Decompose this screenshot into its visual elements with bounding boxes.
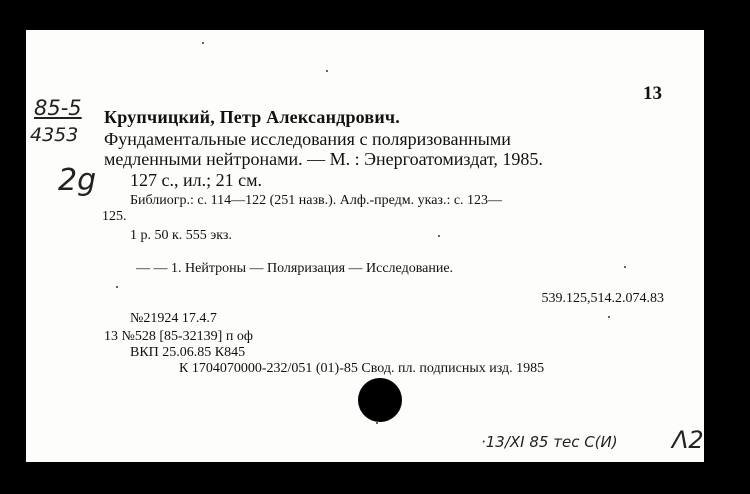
paper-speck [116, 286, 118, 288]
udc-classification: 539.125,514.2.074.83 [541, 291, 664, 306]
handwritten-shelf-mark: 85-5 [34, 96, 82, 120]
handwritten-bottom-note: ·13/XI 85 тес С(И) [481, 433, 618, 451]
title-line-2: медленными нейтронами. — М. : Энергоатомиздат, 1985. [104, 149, 543, 169]
registration-number: №21924 17.4.7 [130, 311, 217, 326]
title-line-1: Фундаментальные исследования с поляризованными [104, 129, 511, 149]
paper-speck [608, 316, 610, 318]
paper-speck [202, 42, 204, 44]
order-line: 13 №528 [85-32139] п оф [104, 329, 253, 344]
paper-speck [438, 235, 440, 237]
vkp-line: ВКП 25.06.85 К845 [130, 345, 246, 360]
card-number: 13 [643, 83, 662, 104]
paper-speck [326, 70, 328, 72]
paper-speck [376, 422, 378, 424]
subject-headings: — — 1. Нейтроны — Поляризация — Исследование. [136, 261, 454, 276]
publisher-code-line: К 1704070000-232/051 (01)-85 Свод. пл. подписных изд. 1985 [179, 361, 545, 376]
paper-speck [624, 266, 626, 268]
handwritten-copies-mark: 2g [58, 163, 97, 198]
card-punch-hole [358, 378, 402, 422]
handwritten-corner-mark: Λ2 [672, 426, 704, 454]
physical-description: 127 с., ил.; 21 см. [130, 170, 262, 190]
bibliography-note: Библиогр.: с. 114—122 (251 назв.). Алф.-предм. указ.: с. 123— [130, 193, 503, 208]
price-and-print-run: 1 р. 50 к. 555 экз. [130, 228, 232, 243]
catalog-card [26, 30, 704, 462]
author-heading: Крупчицкий, Петр Александрович. [104, 107, 400, 127]
bibliography-note-continued: 125. [102, 209, 127, 224]
handwritten-inventory-number: 4353 [30, 124, 79, 146]
